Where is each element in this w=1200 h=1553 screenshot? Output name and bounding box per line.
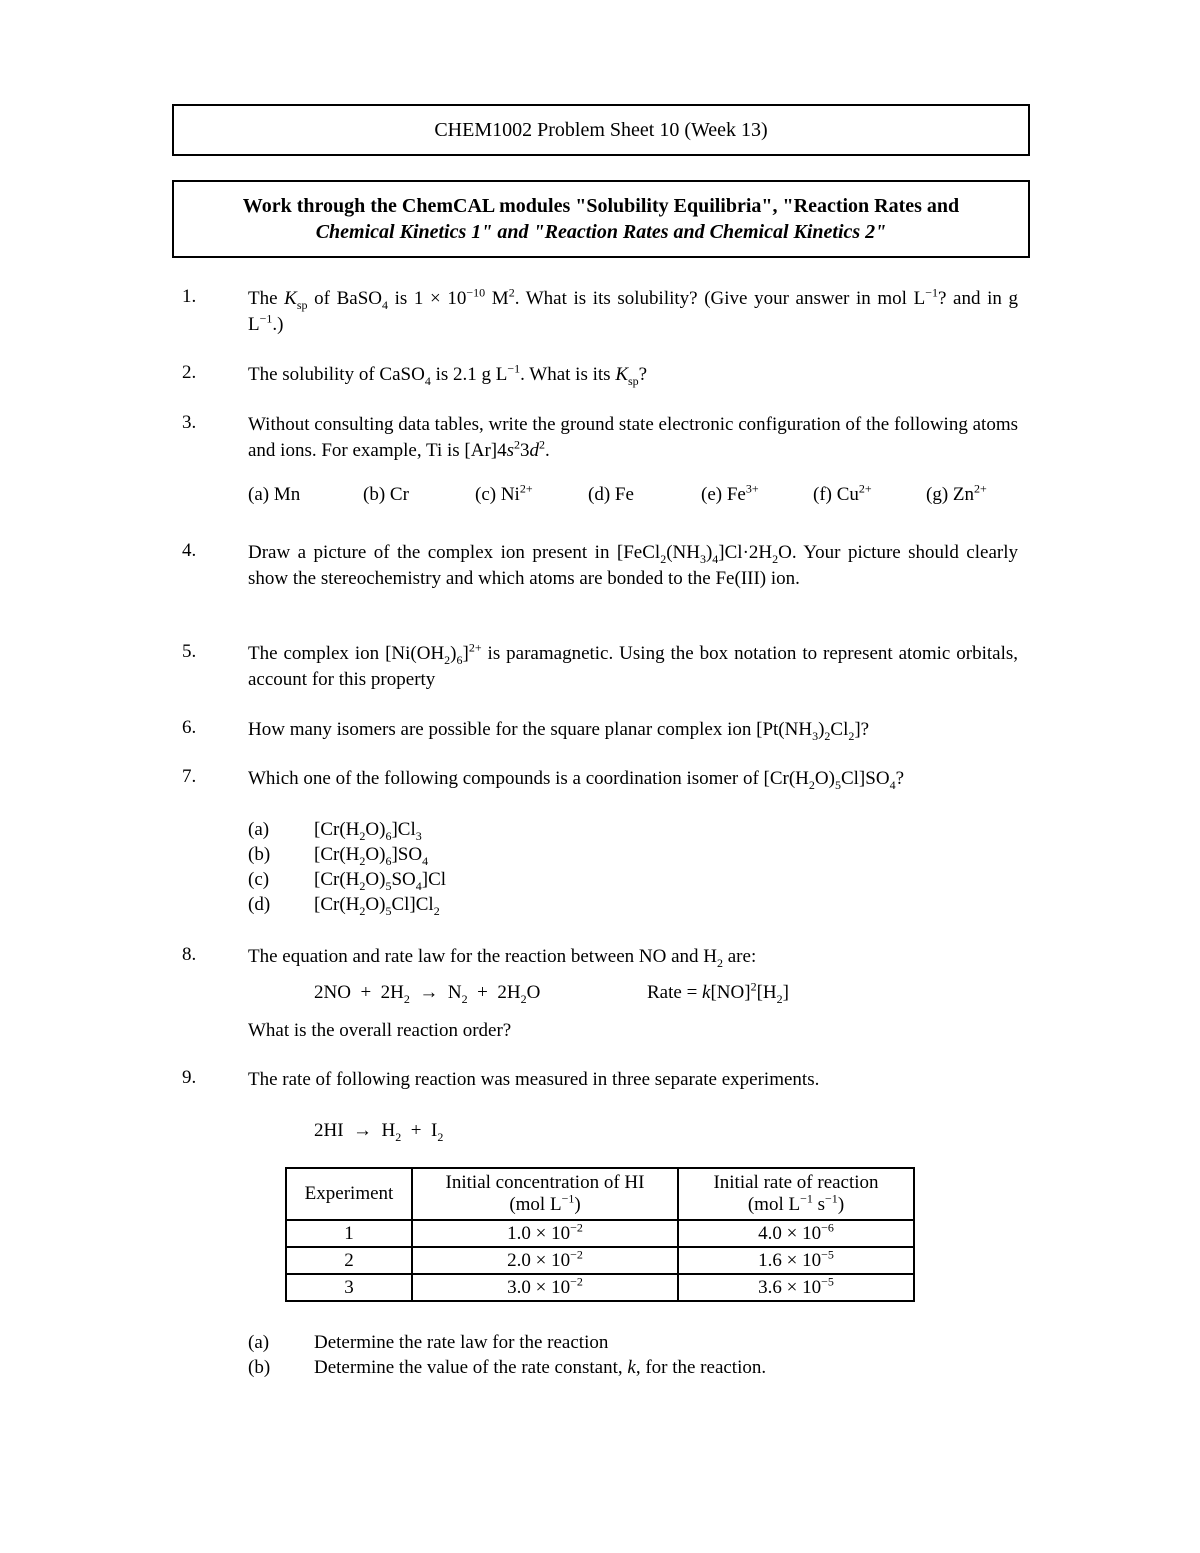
- instructions-box: [172, 180, 1030, 258]
- q9-equation: $2HI \to H_2 + I_2$: [314, 1120, 444, 1144]
- q5-text: The complex ion $[Ni(OH_2)_6]^{2+}$ is paramagnetic. Using the box notation to represent atomic orbitals, account for this property: [248, 640, 1018, 690]
- q3-option-c: (c) $Ni^{2+}$: [475, 481, 533, 505]
- header-experiment: Experiment: [286, 1168, 412, 1220]
- cell-rate: $3.6 \times 10^{-5}$: [678, 1274, 914, 1301]
- instructions-line-1: Work through the ChemCAL modules "Solubility Equilibria", "Reaction Rates and: [242, 195, 960, 217]
- sheet-title-box: [172, 104, 1030, 156]
- cell-experiment: 3: [286, 1274, 412, 1301]
- q3-option-e: (e) $Fe^{3+}$: [701, 481, 759, 505]
- q9-number: 9.: [182, 1067, 197, 1088]
- header-concentration: Initial concentration of HI (mol $L^{-1}$): [412, 1168, 678, 1220]
- q9-text: The rate of following reaction was measured in three separate experiments.: [248, 1069, 820, 1090]
- q9-parts: [248, 1330, 766, 1380]
- cell-concentration: $2.0 \times 10^{-2}$: [412, 1247, 678, 1274]
- table-row: [286, 1274, 914, 1301]
- cell-concentration: $1.0 \times 10^{-2}$: [412, 1220, 678, 1247]
- q9-part-b: (b) Determine the value of the rate constant, k, for the reaction.: [248, 1357, 767, 1378]
- q7-number: 7.: [182, 766, 197, 787]
- q3-option-g: (g) $Zn^{2+}$: [926, 481, 987, 505]
- q3-text: Without consulting data tables, write the ground state electronic configuration of the following atoms and ions. For example, Ti is $[Ar]4s^23d^2$.: [248, 414, 1018, 461]
- q7-option-a: (a) $[Cr(H_2O)_6]Cl_3$: [248, 819, 422, 843]
- q7-option-c: (c) $[Cr(H_2O)_5SO_4]Cl$: [248, 869, 447, 893]
- q1-text: The $K_{sp}$ of BaSO$_4$ is $1 \times 10^{-10}$ $M^2$. What is its solubility? (Give your answer in mol $L^{-1}$? and in g $L^{-1}$.): [248, 285, 1018, 335]
- header-rate: Initial rate of reaction (mol $L^{-1}$ $s^{-1}$): [678, 1168, 914, 1220]
- rate-data-table: [285, 1167, 915, 1302]
- q1-number: 1.: [182, 286, 197, 307]
- q3-options: [248, 481, 1028, 506]
- instructions-line-2: Chemical Kinetics 1" and "Reaction Rates and Chemical Kinetics 2": [315, 221, 887, 243]
- table-row: [286, 1247, 914, 1274]
- q9-part-a: (a) Determine the rate law for the reaction: [248, 1332, 609, 1353]
- cell-rate: $1.6 \times 10^{-5}$: [678, 1247, 914, 1274]
- q8-number: 8.: [182, 944, 197, 965]
- q3-option-f: (f) $Cu^{2+}$: [813, 481, 872, 505]
- q4-text: Draw a picture of the complex ion present in $[FeCl_2(NH_3)_4]Cl\cdot 2H_2O$. Your picture should clearly show the stereochemistry and which atoms are bonded to the Fe(III) ion.: [248, 542, 1018, 589]
- cell-rate: $4.0 \times 10^{-6}$: [678, 1220, 914, 1247]
- q3-option-b: (b) Cr: [363, 484, 409, 505]
- q3-number: 3.: [182, 412, 197, 433]
- sheet-title: CHEM1002 Problem Sheet 10 (Week 13): [434, 118, 768, 141]
- q4-number: 4.: [182, 540, 197, 561]
- cell-concentration: $3.0 \times 10^{-2}$: [412, 1274, 678, 1301]
- q7-text: Which one of the following compounds is a coordination isomer of $[Cr(H_2O)_5Cl]SO_4$?: [248, 768, 904, 792]
- table-row: [286, 1220, 914, 1247]
- q3-option-d: (d) Fe: [588, 484, 634, 505]
- q2-number: 2.: [182, 362, 197, 383]
- q5-number: 5.: [182, 641, 197, 662]
- q8-equation: $2NO + 2H_2 \to N_2 + 2H_2O$: [314, 982, 541, 1006]
- table-header-row: [286, 1168, 914, 1220]
- cell-experiment: 1: [286, 1220, 412, 1247]
- q6-number: 6.: [182, 717, 197, 738]
- q8-rate-law: Rate = $k[NO]^2[H_2]$: [647, 979, 789, 1006]
- q3-option-a: (a) Mn: [248, 484, 301, 505]
- q8-text: The equation and rate law for the reaction between NO and $H_2$ are:: [248, 946, 757, 970]
- q7-option-b: (b) $[Cr(H_2O)_6]SO_4$: [248, 844, 429, 868]
- q7-options: [248, 817, 446, 917]
- q7-option-d: (d) $[Cr(H_2O)_5Cl]Cl_2$: [248, 894, 440, 918]
- q6-text: How many isomers are possible for the square planar complex ion $[Pt(NH_3)_2Cl_2]$?: [248, 719, 870, 743]
- q2-text: The solubility of CaSO$_4$ is 2.1 g $L^{-1}$. What is its $K_{sp}$?: [248, 361, 648, 388]
- q8-question: What is the overall reaction order?: [248, 1020, 512, 1041]
- cell-experiment: 2: [286, 1247, 412, 1274]
